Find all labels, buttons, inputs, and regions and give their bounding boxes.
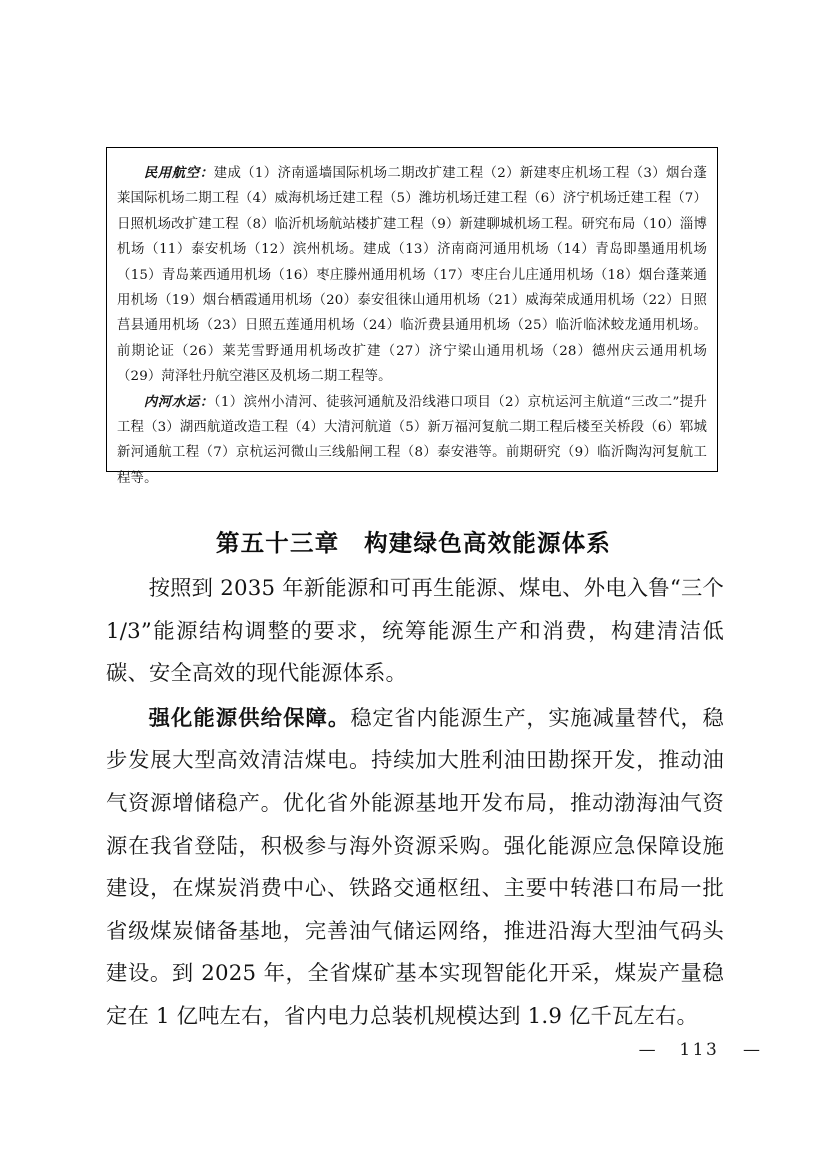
- body-paragraph-1: [106, 568, 724, 696]
- body-content: [106, 568, 724, 1041]
- annex-label-inland-waterway: 内河水运：: [143, 393, 214, 410]
- page-number: [0, 1040, 760, 1060]
- annex-label-civil-aviation: 民用航空：: [143, 165, 214, 181]
- page-number-dash-right: —: [743, 1040, 760, 1060]
- annex-box: [106, 147, 718, 486]
- body-paragraph-2-text: 稳定省内能源生产，实施减量替代，稳步发展大型高效清洁煤电。持续加大胜利油田勘探开发，推动油气资源增储稳产。优化省外能源基地开发布局，推动渤海油气资源在我省登陆，积极参与海外资源采购。强化能源应急保障设施建设，在煤炭消费中心、铁路交通枢纽、主要中转港口布局一批省级煤炭储备基地，完善油气储运网络，推进沿海大型油气码头建设。到 2025 年，全省煤矿基本实现智能化开采，煤炭产量稳定在 1 亿吨左右，省内电力总装机规模达到 1.9 亿千瓦左右。: [106, 705, 725, 1029]
- body-paragraph-2: [106, 698, 724, 1039]
- body-paragraph-1-text: 按照到 2035 年新能源和可再生能源、煤电、外电入鲁“三个 1/3”能源结构调整的要求，统筹能源生产和消费，构建清洁低碳、安全高效的现代能源体系。: [106, 576, 724, 687]
- body-paragraph-2-lead: 强化能源供给保障。: [148, 705, 351, 731]
- page-number-dash-left: —: [638, 1040, 656, 1060]
- annex-paragraph-inland-waterway: [117, 390, 707, 492]
- annex-text-inland-waterway: （1）滨州小清河、徒骇河通航及沿线港口项目（2）京杭运河主航道“三改二”提升工程（3）湖西航道改造工程（4）大清河航道（5）新万福河复航二期工程后楼至关桥段（6）郓城新河通航工程（7）京杭运河微山三线船闸工程（8）泰安港等。前期研究（9）临沂陶沟河复航工程等。: [117, 394, 708, 486]
- annex-paragraph-civil-aviation: [117, 161, 707, 390]
- annex-text-civil-aviation: 建成（1）济南遥墙国际机场二期改扩建工程（2）新建枣庄机场工程（3）烟台蓬莱国际机场二期工程（4）威海机场迁建工程（5）潍坊机场迁建工程（6）济宁机场迁建工程（7）日照机场改扩建工程（8）临沂机场航站楼扩建工程（9）新建聊城机场工程。研究布局（10）淄博机场（11）泰安机场（12）滨州机场。建成（13）济南商河通用机场（14）青岛即墨通用机场（15）青岛莱西通用机场（16）枣庄滕州通用机场（17）枣庄台儿庄通用机场（18）烟台蓬莱通用机场（19）烟台栖霞通用机场（20）泰安徂徕山通用机场（21）威海荣成通用机场（22）日照莒县通用机场（23）日照五莲通用机场（24）临沂费县通用机场（25）临沂临沭蛟龙通用机场。前期论证（26）莱芜雪野通用机场改扩建（27）济宁梁山通用机场（28）德州庆云通用机场（29）菏泽牡丹航空港区及机场二期工程等。: [117, 166, 708, 385]
- page-number-value: 113: [679, 1040, 720, 1060]
- chapter-heading: 第五十三章 构建绿色高效能源体系: [215, 528, 612, 557]
